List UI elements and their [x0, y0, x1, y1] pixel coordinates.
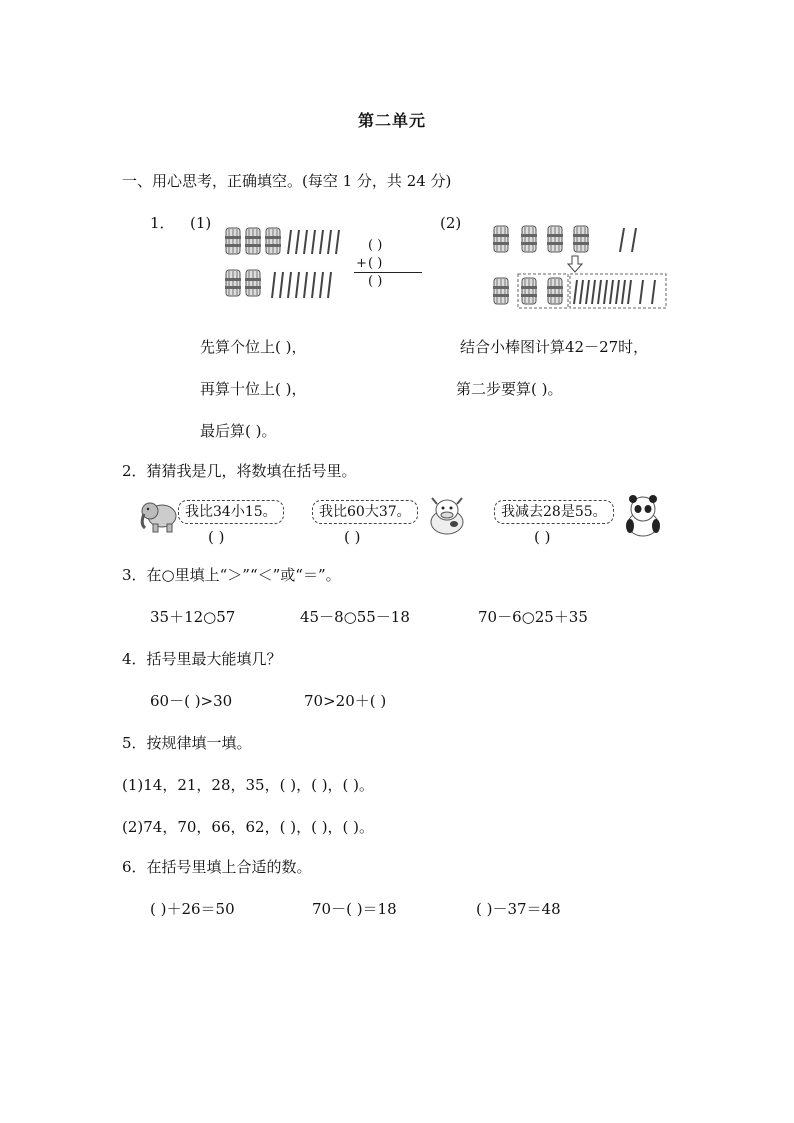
q1-line1: 先算个位上( )，: [200, 338, 307, 356]
q1-right2: 第二步要算( )。: [456, 380, 563, 398]
vertical-blank-2: ( ): [368, 256, 383, 271]
page-title: 第二单元: [358, 111, 427, 130]
speech-bubble-1: 我比34小15。: [178, 500, 284, 524]
cow-icon: [424, 496, 470, 538]
q3-text: 3．在○里填上“＞”“＜”或“＝”。: [122, 566, 341, 584]
q1-right1: 结合小棒图计算42－27时，: [460, 338, 649, 356]
q5-text: 5．按规律填一填。: [122, 734, 252, 752]
q2-answer-3: ( ): [534, 528, 551, 546]
q1-line2: 再算十位上( )，: [200, 380, 307, 398]
panda-icon: [620, 494, 666, 538]
q4-item-1: 60－( )>30: [150, 692, 233, 710]
down-arrow-icon: [568, 256, 582, 272]
q3-item-3: 70－6○25＋35: [478, 608, 588, 626]
q3-item-1: 35＋12○57: [150, 608, 236, 626]
q5-line2: (2)74，70，66，62，( )，( )，( )。: [122, 818, 375, 836]
q6-item-1: ( )＋26＝50: [150, 900, 235, 918]
q2-answer-2: ( ): [344, 528, 361, 546]
q6-text: 6．在括号里填上合适的数。: [122, 858, 312, 876]
q2-answer-1: ( ): [208, 528, 225, 546]
q1-line3: 最后算( )。: [200, 422, 277, 440]
q1-part2-label: (2): [440, 214, 462, 232]
vertical-plus-sign: +: [356, 256, 367, 271]
speech-bubble-3: 我减去28是55。: [494, 500, 614, 524]
q6-item-3: ( )－37＝48: [476, 900, 561, 918]
q6-item-2: 70－( )＝18: [312, 900, 397, 918]
speech-bubble-2: 我比60大37。: [312, 500, 418, 524]
q4-item-2: 70>20＋( ): [304, 692, 387, 710]
vertical-blank-1: ( ): [368, 238, 383, 253]
stick-bundles-figure-1: [226, 226, 346, 306]
stick-bundles-figure-2: [492, 222, 672, 312]
vertical-sum-line: [354, 272, 422, 273]
vertical-blank-3: ( ): [368, 274, 383, 289]
elephant-icon: [140, 496, 180, 536]
q2-text: 2．猜猜我是几，将数填在括号里。: [122, 462, 357, 480]
q1-number: 1．: [150, 214, 175, 232]
section-heading: 一、用心思考，正确填空。(每空 1 分，共 24 分): [122, 172, 452, 190]
q5-line1: (1)14，21，28，35，( )，( )，( )。: [122, 776, 375, 794]
q1-part1-label: (1): [190, 214, 212, 232]
q4-text: 4．括号里最大能填几？: [122, 650, 282, 668]
q3-item-2: 45－8○55－18: [300, 608, 410, 626]
